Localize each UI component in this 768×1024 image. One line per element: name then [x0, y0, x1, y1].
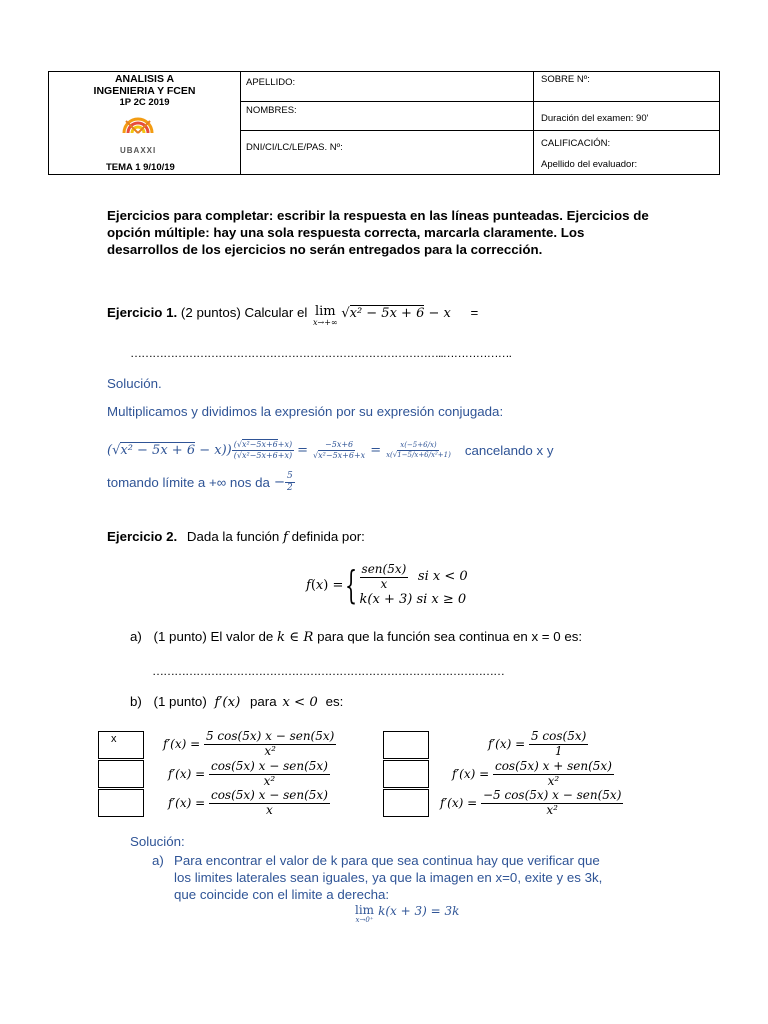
selected-mark: x [111, 733, 117, 745]
option-5[interactable]: f′(x) = $\frac{\text{cos(5x) x − sen(5x)}}{x}$ [168, 788, 328, 817]
course-line2: INGENIERIA Y FCEN [93, 85, 196, 97]
ej2-solution-a-line1: Para encontrar el valor de k para que sea continua hay que verificar que [174, 853, 600, 868]
option-box-1[interactable] [98, 731, 144, 759]
option-box-6[interactable] [383, 789, 429, 817]
ej2-b-statement: b) (1 punto) f′(x) para x < 0 es: [130, 694, 344, 710]
ej1-answer-line: …………………………………………………………………………..………………. [130, 346, 512, 360]
option-4[interactable]: f′(x) = $\frac{\text{cos(5x) x + sen(5x)}}{\text{x²}}$ [452, 759, 612, 788]
ej1-cancel-text: cancelando x y [464, 442, 554, 458]
ej2-solution-a-label: a) [152, 853, 164, 868]
calificacion-label: CALIFICACIÓN: [541, 138, 611, 149]
ej2-a-answer-line: …………………………………………………………………………………… [152, 664, 504, 678]
course-line1: ANALISIS A [114, 73, 175, 85]
ej1-solution-title: Solución. [107, 376, 162, 391]
nombres-label: NOMBRES: [246, 105, 297, 116]
ej1-solution-text: Multiplicamos y dividimos la expresión por su expresión conjugada: [107, 404, 504, 419]
option-box-5[interactable] [98, 789, 144, 817]
ubaxxi-logo [120, 111, 156, 147]
ej2-statement: Ejercicio 2. Dada la función f definida por: [107, 529, 365, 545]
logo-text: UBAXXI [120, 146, 157, 155]
ej1-limit-line: tomando límite a +∞ nos da − $\frac{5}{2}$ [107, 471, 293, 493]
option-6[interactable]: f′(x) = $\frac{\text{−5 cos(5x) x − sen(5x)}}{\text{x²}}$ [440, 788, 622, 817]
ej2-solution-a-line2: los limites laterales sean iguales, ya que la imagen en x=0, exite y es 3k, [174, 870, 603, 885]
option-2[interactable]: f′(x) = $\frac{5 \cos(5x)}{1}$ [488, 729, 587, 758]
ej1-solution-formula: (√x² − 5x + 6 − x)) $\frac{\text{(√x²−5x+6+x)}}{\text{(√x²−5x+6+x)}}$ = $\frac{-5x+6}{\text{√x²−5x+6+x}}$ = $\frac{x(-5+6/x)}{\text{x(√1−5/x+6/x²+1)}}$ cancelando x y [107, 440, 554, 460]
option-1[interactable]: f′(x) = $\frac{\text{5 cos(5x) x − sen(5x)}}{\text{x²}}$ [163, 729, 335, 758]
option-3[interactable]: f′(x) = $\frac{\text{cos(5x) x − sen(5x)}}{\text{x²}}$ [168, 759, 328, 788]
ej1-equals: = [470, 305, 479, 320]
ej2-piecewise: f ( x ) = { $\frac{\text{sen(5x)}}{x}$ si x < 0 k(x + 3) si x ≥ 0 [306, 561, 468, 608]
ej2-a-statement: a) (1 punto) El valor de k ∈ R para que la función sea continua en x = 0 es: [130, 629, 583, 645]
duracion-label: Duración del examen: 90' [541, 113, 649, 124]
ej2-title: Ejercicio 2. [107, 529, 178, 544]
apellido-label: APELLIDO: [246, 77, 296, 88]
term: 1P 2C 2019 [119, 97, 170, 108]
evaluador-label: Apellido del evaluador: [541, 159, 638, 170]
dni-label: DNI/CI/LC/LE/PAS. Nº: [246, 142, 343, 153]
ej2-solution-a-line3: que coincide con el limite a derecha: [174, 887, 390, 902]
ej1-limit-text: tomando límite a +∞ nos da [107, 474, 270, 490]
ej1-statement: Ejercicio 1. (2 puntos) Calcular el lim x→+∞ √x² − 5x + 6 − x = [107, 304, 479, 327]
option-box-3[interactable] [98, 760, 144, 788]
tema-date: TEMA 1 9/10/19 [106, 162, 175, 173]
sobre-label: SOBRE Nº: [541, 74, 590, 85]
ej2-solution-title: Solución: [130, 834, 185, 849]
instructions: Ejercicios para completar: escribir la respuesta en las líneas punteadas. Ejercicios de opción múltiple: hay una sola respuesta correcta, marcarla claramente. Los desarrollos de los ejercicios no serán entregados para la corrección. [107, 208, 649, 257]
ej1-points: (2 puntos) Calcular el [180, 305, 308, 320]
ej2-solution-limit: lim x→0⁺ k(x + 3) = 3k [355, 903, 460, 924]
option-box-4[interactable] [383, 760, 429, 788]
ej1-title: Ejercicio 1. [107, 305, 178, 320]
option-box-2[interactable] [383, 731, 429, 759]
